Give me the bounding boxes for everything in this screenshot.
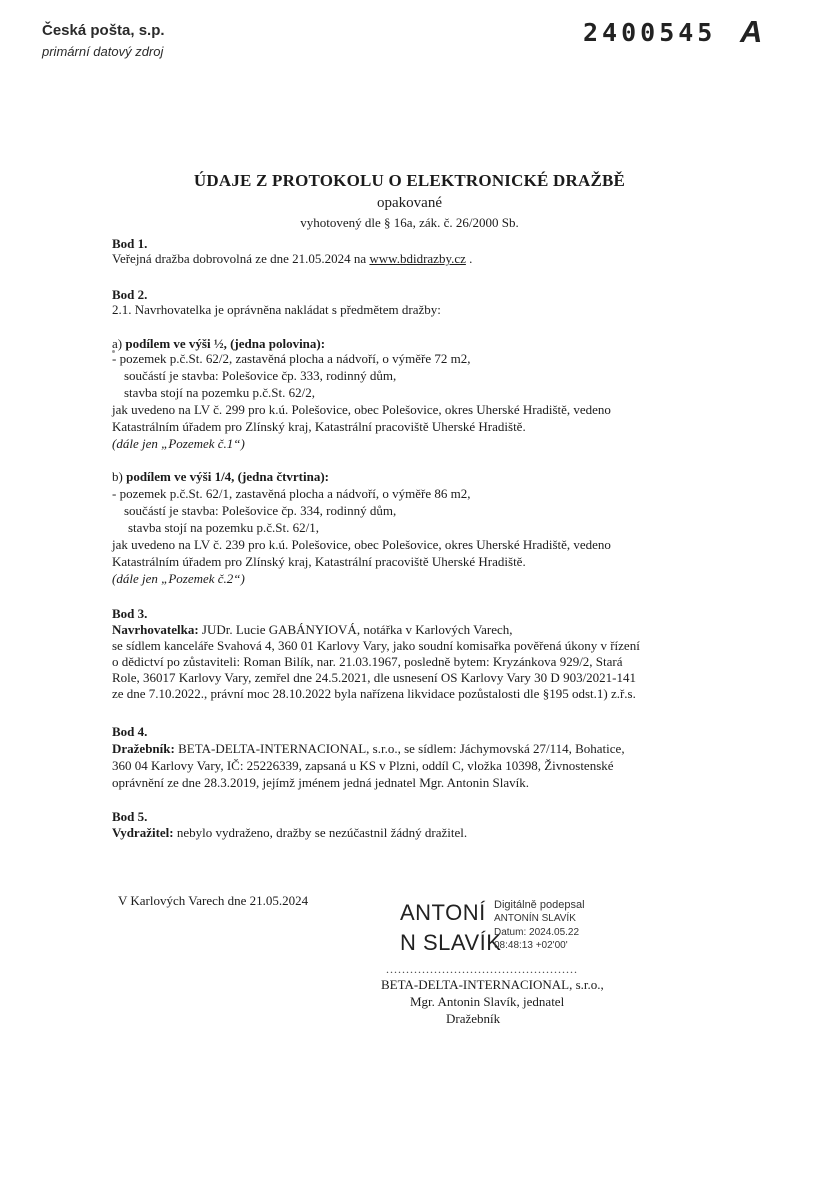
bod4-line — [112, 741, 625, 757]
bod1-text-after: . — [465, 251, 473, 266]
share-a-reference: (dále jen „Pozemek č.1“) — [112, 436, 245, 451]
bod3-line: o dědictví po zůstaviteli: Roman Bilík, nar. 21.03.1967, posledně bytem: Kryzánkova 929/2, Stará — [112, 654, 623, 669]
petitioner-name: JUDr. Lucie GABÁNYIOVÁ, notářka v Karlových Varech, — [198, 622, 513, 637]
signatory-role: Dražebník — [446, 1011, 501, 1026]
share-b-label: podílem ve výši 1/4, (jedna čtvrtina): — [126, 469, 330, 484]
share-b-line: součástí je stavba: Polešovice čp. 334, rodinný dům, — [124, 503, 397, 518]
auction-website-link[interactable]: www.bdidrazby.cz — [369, 251, 466, 266]
share-b-lv: jak uvedeno na LV č. 239 pro k.ú. Polešovice, obec Polešovice, okres Uherské Hradiště, vedeno — [112, 537, 611, 552]
bod2-intro: 2.1. Navrhovatelka je oprávněna nakládat s předmětem dražby: — [112, 302, 441, 317]
bod3-line: se sídlem kanceláře Svahová 4, 360 01 Karlovy Vary, jako soudní komisařka pověřená úkony v řízení — [112, 638, 640, 653]
share-a-line: stavba stojí na pozemku p.č.St. 62/2, — [124, 385, 316, 400]
signature-info: Datum: 2024.05.22 — [494, 927, 580, 938]
bod1-text-before: Veřejná dražba dobrovolná ze dne 21.05.2024 na — [112, 251, 370, 266]
bod3-heading: Bod 3. — [112, 606, 148, 621]
auctioneer-label: Dražebník: — [112, 741, 175, 756]
signature-dotted-line: ................................................ — [386, 962, 578, 976]
share-a-line: - pozemek p.č.St. 62/2, zastavěná plocha a nádvoří, o výměře 72 m2, — [112, 351, 471, 366]
signatory-company: BETA-DELTA-INTERNACIONAL, s.r.o., — [381, 977, 604, 992]
bod4-heading: Bod 4. — [112, 724, 148, 739]
share-a-heading — [112, 336, 325, 352]
share-a-lv: Katastrálním úřadem pro Zlínský kraj, Katastrální pracoviště Uherské Hradiště. — [112, 419, 526, 434]
legal-reference: vyhotovený dle § 16a, zák. č. 26/2000 Sb. — [300, 215, 519, 230]
share-b-reference: (dále jen „Pozemek č.2“) — [112, 571, 245, 586]
bod3-line: Role, 36017 Karlovy Vary, zemřel dne 24.5.2021, dle usnesení OS Karlovy Vary 30 D 903/2021-141 — [112, 670, 637, 685]
share-b-line: - pozemek p.č.St. 62/1, zastavěná plocha a nádvoří, o výměře 86 m2, — [112, 486, 471, 501]
postal-stamp-source: primární datový zdroj — [42, 44, 164, 59]
place-and-date: V Karlových Varech dne 21.05.2024 — [118, 893, 309, 908]
bod5-heading: Bod 5. — [112, 809, 148, 824]
auctioneer-details: BETA-DELTA-INTERNACIONAL, s.r.o., se sídlem: Jáchymovská 27/114, Bohatice, — [174, 741, 625, 756]
share-a-line: součástí je stavba: Polešovice čp. 333, rodinný dům, — [124, 368, 397, 383]
share-a-label: podílem ve výši ½, (jedna polovina): — [125, 336, 326, 351]
share-b-lv: Katastrálním úřadem pro Zlínský kraj, Katastrální pracoviště Uherské Hradiště. — [112, 554, 526, 569]
share-b-line: stavba stojí na pozemku p.č.St. 62/1, — [128, 520, 320, 535]
bod5-line — [112, 825, 467, 841]
bod1-text — [112, 251, 472, 267]
document-letter: A — [740, 14, 763, 49]
bod4-line: oprávnění ze dne 28.3.2019, jejímž jménem jedná jednatel Mgr. Antonin Slavík. — [112, 775, 529, 790]
winner-text: nebylo vydraženo, dražby se nezúčastnil žádný dražitel. — [173, 825, 468, 840]
share-a-lv: jak uvedeno na LV č. 299 pro k.ú. Polešovice, obec Polešovice, okres Uherské Hradiště, vedeno — [112, 402, 611, 417]
signature-name-line1: ANTONÍ — [400, 900, 486, 925]
bod1-heading: Bod 1. — [112, 236, 148, 251]
share-a-prefix: a) — [112, 336, 126, 351]
signature-info: 08:48:13 +02'00' — [494, 940, 568, 951]
document-number: 2400545 — [583, 18, 717, 47]
share-b-heading — [112, 469, 329, 485]
signatory-name: Mgr. Antonin Slavík, jednatel — [410, 994, 565, 1009]
bod3-line: ze dne 7.10.2022., právní moc 28.10.2022 byla nařízena likvidace pozůstalosti dle §195 odst.1) z.ř.s. — [112, 686, 636, 701]
bod2-heading: Bod 2. — [112, 287, 148, 302]
document-title: ÚDAJE Z PROTOKOLU O ELEKTRONICKÉ DRAŽBĚ — [193, 171, 626, 190]
signature-name-line2: N SLAVÍK — [400, 930, 502, 955]
share-b-prefix: b) — [112, 469, 127, 484]
signature-info: Digitálně podepsal — [494, 899, 585, 911]
petitioner-label: Navrhovatelka: — [112, 622, 199, 637]
postal-stamp-name: Česká pošta, s.p. — [42, 22, 165, 39]
bod3-line — [112, 622, 513, 638]
winner-label: Vydražitel: — [112, 825, 174, 840]
document-subtitle: opakované — [377, 195, 442, 211]
signature-info: ANTONÍN SLAVÍK — [494, 913, 576, 924]
bod4-line: 360 04 Karlovy Vary, IČ: 25226339, zapsaná u KS v Plzni, oddíl C, vložka 10398, Živnostenské — [112, 758, 614, 773]
